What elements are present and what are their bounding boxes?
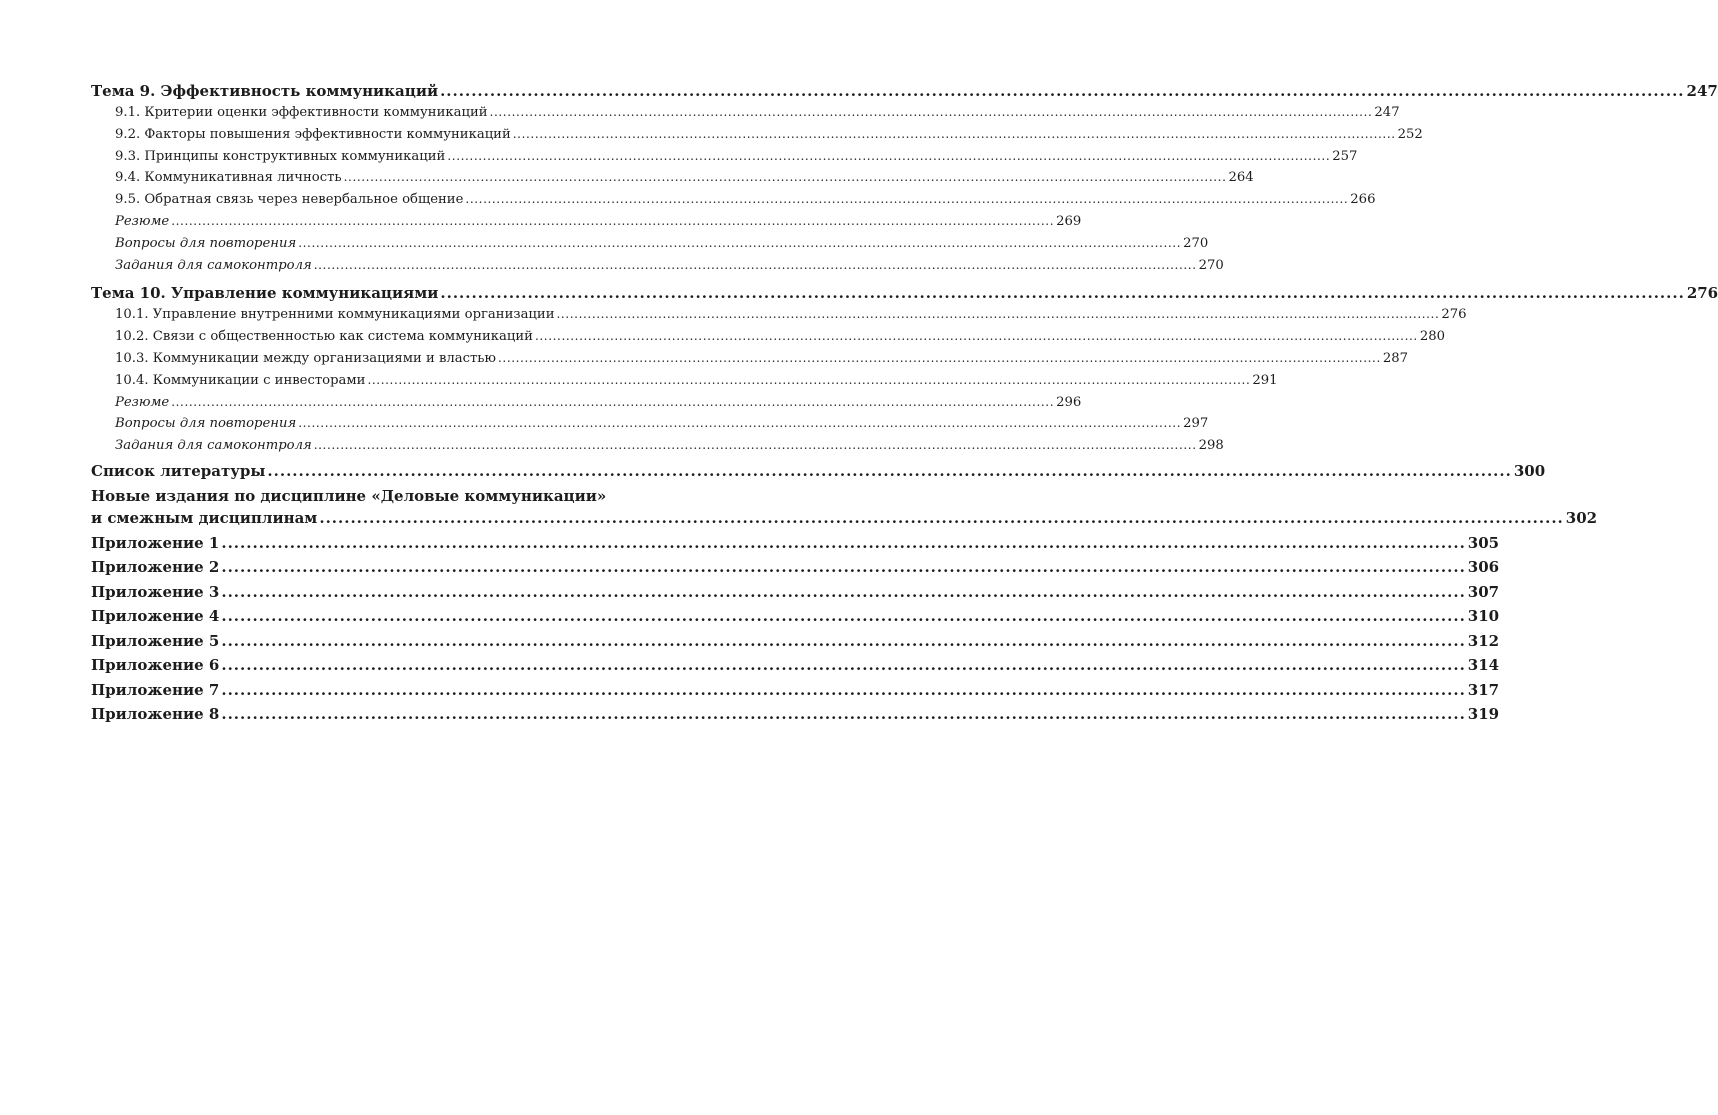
dot-leader: ........................................................................................................................................................................................................ [534, 329, 1418, 344]
page-number: 296 [1056, 394, 1082, 410]
toc-appendix-4[interactable] [91, 604, 1500, 629]
toc-appendix-8[interactable] [91, 702, 1500, 727]
section-title: Вопросы для повторения [115, 235, 297, 251]
toc-chapter-10[interactable] [91, 282, 1718, 304]
toc-tasks-10[interactable] [91, 435, 1224, 457]
page-number: 276 [1686, 284, 1718, 303]
page-number: 291 [1252, 372, 1278, 388]
page-number: 298 [1198, 438, 1224, 454]
section-title: 9.3. Принципы конструктивных коммуникаций [115, 148, 446, 164]
page-number: 314 [1467, 656, 1500, 675]
toc-tasks-9[interactable] [91, 255, 1224, 277]
page-number: 300 [1513, 461, 1546, 480]
dot-leader: ........................................................................................................................................................................................................ [465, 192, 1349, 207]
toc-section-9-1[interactable] [91, 102, 1400, 124]
page-number: 302 [1565, 508, 1598, 527]
page-number: 280 [1419, 329, 1446, 345]
dot-leader: ........................................................................................................................................................................................................ [343, 170, 1227, 185]
section-title: 9.1. Критерии оценки эффективности коммуникаций [115, 105, 488, 120]
dot-leader: ........................................................................................................................................................................................................ [221, 656, 1466, 675]
section-title: 10.4. Коммуникации с инвесторами [115, 372, 366, 388]
page-number: 269 [1056, 213, 1082, 229]
toc-appendix-3[interactable] [91, 580, 1500, 605]
toc-section-10-2[interactable] [91, 326, 1446, 348]
chapter-title: Приложение 7 [91, 680, 220, 699]
section-title: Вопросы для повторения [115, 416, 297, 432]
page-number: 297 [1183, 416, 1209, 432]
toc-appendix-6[interactable] [91, 653, 1500, 678]
section-title: Резюме [115, 213, 170, 229]
toc-new-editions[interactable] [91, 485, 1598, 529]
table-of-contents [91, 80, 1718, 727]
dot-leader: ........................................................................................................................................................................................................ [221, 533, 1466, 552]
toc-section-9-5[interactable] [91, 189, 1376, 211]
dot-leader: ........................................................................................................................................................................................................ [221, 607, 1466, 626]
dot-leader: ........................................................................................................................................................................................................ [221, 582, 1466, 601]
page-number: 264 [1228, 170, 1254, 186]
section-title: Резюме [115, 394, 170, 410]
page-number: 317 [1467, 680, 1500, 699]
page-number: 287 [1382, 350, 1409, 366]
chapter-title-line-2: и смежным дисциплинам [91, 508, 318, 527]
dot-leader: ........................................................................................................................................................................................................ [440, 82, 1685, 100]
chapter-title: Тема 9. Эффективность коммуникаций [91, 82, 439, 100]
toc-questions-9[interactable] [91, 233, 1209, 255]
dot-leader: ........................................................................................................................................................................................................ [512, 126, 1396, 141]
dot-leader: ........................................................................................................................................................................................................ [171, 394, 1055, 409]
dot-leader: ........................................................................................................................................................................................................ [221, 631, 1466, 650]
toc-section-10-4[interactable] [91, 370, 1278, 392]
page-number: 307 [1467, 582, 1500, 601]
toc-questions-10[interactable] [91, 413, 1209, 435]
toc-section-9-2[interactable] [91, 124, 1423, 146]
section-title: 9.2. Факторы повышения эффективности коммуникаций [115, 126, 511, 142]
toc-section-10-1[interactable] [91, 304, 1467, 326]
chapter-title: Список литературы [91, 461, 266, 480]
dot-leader: ........................................................................................................................................................................................................ [313, 438, 1197, 453]
chapter-title: Приложение 8 [91, 705, 220, 724]
toc-summary-10[interactable] [91, 392, 1082, 414]
page-number: 312 [1467, 631, 1500, 650]
chapter-title: Приложение 4 [91, 607, 220, 626]
toc-appendix-2[interactable] [91, 555, 1500, 580]
chapter-title: Приложение 2 [91, 558, 220, 577]
page-number: 247 [1686, 82, 1718, 100]
toc-appendix-7[interactable] [91, 678, 1500, 703]
section-title: 10.3. Коммуникации между организациями и властью [115, 350, 496, 366]
toc-appendix-5[interactable] [91, 629, 1500, 654]
section-title: 10.1. Управление внутренними коммуникациями организации [115, 307, 555, 323]
page-number: 319 [1467, 705, 1500, 724]
chapter-title: Тема 10. Управление коммуникациями [91, 284, 439, 303]
page-number: 276 [1441, 307, 1467, 323]
dot-leader: ........................................................................................................................................................................................................ [221, 558, 1466, 577]
dot-leader: ........................................................................................................................................................................................................ [319, 508, 1564, 527]
page-number: 252 [1397, 126, 1423, 142]
chapter-title: Приложение 3 [91, 582, 220, 601]
section-title: 10.2. Связи с общественностью как система коммуникаций [115, 329, 533, 345]
dot-leader: ........................................................................................................................................................................................................ [298, 235, 1182, 250]
dot-leader: ........................................................................................................................................................................................................ [497, 350, 1381, 365]
page-number: 266 [1350, 192, 1376, 208]
section-title: 9.4. Коммуникативная личность [115, 170, 342, 186]
dot-leader: ........................................................................................................................................................................................................ [489, 105, 1373, 119]
toc-summary-9[interactable] [91, 211, 1082, 233]
dot-leader: ........................................................................................................................................................................................................ [298, 416, 1182, 431]
page-number: 310 [1467, 607, 1500, 626]
chapter-title: Приложение 5 [91, 631, 220, 650]
toc-section-9-3[interactable] [91, 146, 1358, 168]
section-title: Задания для самоконтроля [115, 438, 312, 454]
toc-section-10-3[interactable] [91, 348, 1409, 370]
section-title: 9.5. Обратная связь через невербальное общение [115, 192, 464, 208]
dot-leader: ........................................................................................................................................................................................................ [221, 680, 1466, 699]
section-title: Задания для самоконтроля [115, 257, 312, 273]
toc-section-9-4[interactable] [91, 167, 1254, 189]
page-number: 305 [1467, 533, 1500, 552]
page-number: 270 [1183, 235, 1209, 251]
dot-leader: ........................................................................................................................................................................................................ [171, 213, 1055, 228]
page-number: 270 [1198, 257, 1224, 273]
page-number: 247 [1374, 105, 1400, 120]
toc-appendix-1[interactable] [91, 531, 1500, 556]
dot-leader: ........................................................................................................................................................................................................ [556, 307, 1440, 322]
toc-literature[interactable] [91, 460, 1546, 482]
page-number: 306 [1467, 558, 1500, 577]
dot-leader: ........................................................................................................................................................................................................ [313, 257, 1197, 272]
chapter-title-line-1: Новые издания по дисциплине «Деловые коммуникации» [91, 486, 607, 505]
dot-leader: ........................................................................................................................................................................................................ [440, 284, 1685, 303]
chapter-title: Приложение 6 [91, 656, 220, 675]
dot-leader: ........................................................................................................................................................................................................ [267, 461, 1512, 480]
dot-leader: ........................................................................................................................................................................................................ [221, 705, 1466, 724]
toc-chapter-9[interactable] [91, 80, 1718, 102]
chapter-title: Приложение 1 [91, 533, 220, 552]
page-number: 257 [1332, 148, 1358, 164]
dot-leader: ........................................................................................................................................................................................................ [447, 148, 1331, 163]
dot-leader: ........................................................................................................................................................................................................ [367, 372, 1251, 387]
